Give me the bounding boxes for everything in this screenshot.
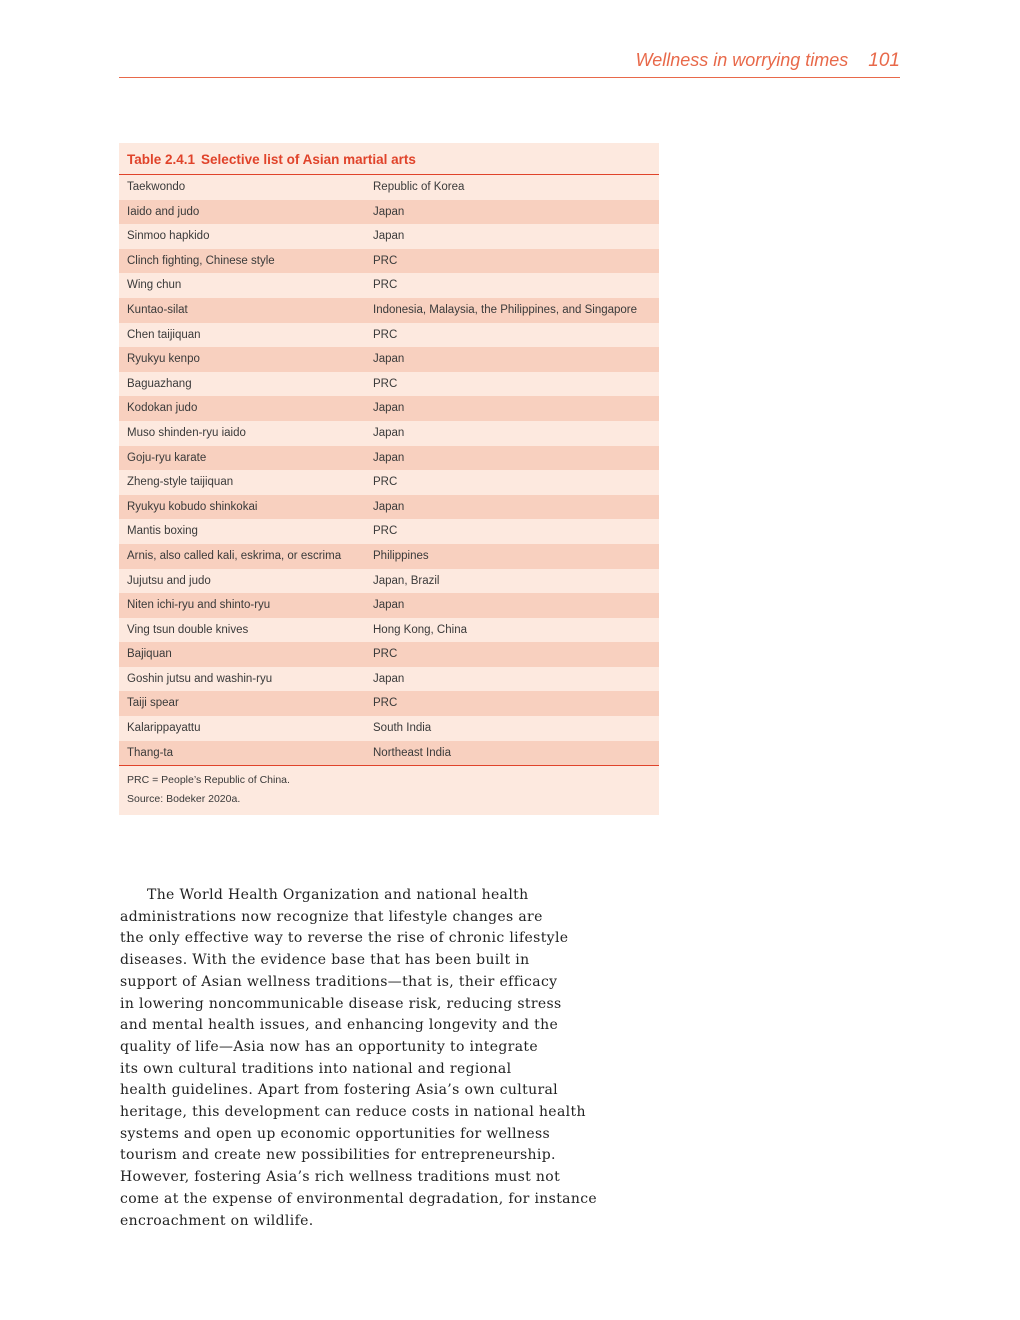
body-line: diseases. With the evidence base that has been built in <box>120 952 530 969</box>
body-line: systems and open up economic opportunities for wellness <box>120 1125 551 1142</box>
table-row <box>119 470 659 495</box>
martial-art-name: Jujutsu and judo <box>127 574 211 587</box>
body-line: the only effective way to reverse the rise of chronic lifestyle <box>120 930 569 947</box>
martial-art-name: Mantis boxing <box>127 525 198 538</box>
table-row <box>119 544 659 569</box>
table-row <box>119 593 659 618</box>
martial-art-origin: Japan <box>373 426 405 439</box>
running-head <box>119 50 900 78</box>
martial-art-name: Taiji spear <box>127 697 179 710</box>
martial-art-name: Baguazhang <box>127 377 192 390</box>
table-source: Source: Bodeker 2020a. <box>127 793 241 806</box>
martial-art-origin: PRC <box>373 377 398 390</box>
martial-art-name: Ryukyu kobudo shinkokai <box>127 500 258 513</box>
table-title: Selective list of Asian martial arts <box>201 152 416 167</box>
table-row <box>119 372 659 397</box>
martial-art-name: Sinmoo hapkido <box>127 230 210 243</box>
martial-art-name: Arnis, also called kali, eskrima, or escrima <box>127 549 342 562</box>
table-row <box>119 741 659 766</box>
martial-art-origin: South India <box>373 722 432 735</box>
martial-art-name: Ryukyu kenpo <box>127 353 200 366</box>
martial-art-origin: PRC <box>373 648 398 661</box>
body-line: encroachment on wildlife. <box>120 1212 314 1229</box>
table-row <box>119 667 659 692</box>
table-note: PRC = People’s Republic of China. <box>127 774 290 787</box>
martial-art-name: Zheng-style taijiquan <box>127 476 234 489</box>
martial-art-origin: Japan, Brazil <box>373 574 440 587</box>
body-line: support of Asian wellness traditions—that is, their efficacy <box>120 973 558 990</box>
table-row <box>119 716 659 741</box>
martial-art-origin: PRC <box>373 476 398 489</box>
martial-art-origin: Philippines <box>373 549 429 562</box>
martial-art-origin: Japan <box>373 599 405 612</box>
martial-art-origin: Indonesia, Malaysia, the Philippines, and Singapore <box>373 303 638 316</box>
martial-art-name: Iaido and judo <box>127 205 200 218</box>
martial-art-origin: Northeast India <box>373 746 451 759</box>
martial-art-name: Taekwondo <box>127 181 186 193</box>
table-row <box>119 495 659 520</box>
body-line: heritage, this development can reduce costs in national health <box>120 1104 586 1121</box>
martial-art-origin: Japan <box>373 672 405 685</box>
table-row <box>119 421 659 446</box>
martial-art-origin: PRC <box>373 328 398 341</box>
body-line: The World Health Organization and national health <box>147 887 529 903</box>
table-row <box>119 200 659 225</box>
martial-art-origin: PRC <box>373 525 398 538</box>
table-body <box>119 175 659 765</box>
body-line: in lowering noncommunicable disease risk, reducing stress <box>120 995 562 1012</box>
body-line: However, fostering Asia’s rich wellness traditions must not <box>120 1169 561 1186</box>
body-paragraph <box>120 885 600 1232</box>
martial-art-name: Kodokan judo <box>127 402 198 415</box>
martial-art-origin: Republic of Korea <box>373 181 465 193</box>
martial-art-origin: Japan <box>373 205 405 218</box>
martial-art-name: Bajiquan <box>127 648 172 661</box>
martial-art-origin: Japan <box>373 230 405 243</box>
body-line: quality of life—Asia now has an opportunity to integrate <box>120 1038 539 1055</box>
table-row <box>119 273 659 298</box>
table-row <box>119 396 659 421</box>
table-row <box>119 569 659 594</box>
table-row <box>119 519 659 544</box>
table-row <box>119 298 659 323</box>
table-row <box>119 249 659 274</box>
martial-arts-table <box>119 143 659 815</box>
martial-art-name: Goshin jutsu and washin-ryu <box>127 672 273 685</box>
martial-art-name: Kuntao-silat <box>127 303 188 316</box>
body-line: and mental health issues, and enhancing longevity and the <box>120 1017 559 1034</box>
table-row <box>119 446 659 471</box>
martial-art-origin: Japan <box>373 500 405 513</box>
martial-art-origin: Japan <box>373 353 405 366</box>
martial-art-name: Goju-ryu karate <box>127 451 207 464</box>
table-caption <box>119 143 659 175</box>
body-line: administrations now recognize that lifestyle changes are <box>120 908 543 925</box>
martial-art-name: Niten ichi-ryu and shinto-ryu <box>127 599 271 612</box>
martial-art-name: Thang-ta <box>127 746 174 759</box>
table-notes <box>119 765 659 815</box>
body-line: its own cultural traditions into national and regional <box>120 1060 512 1077</box>
martial-art-name: Kalarippayattu <box>127 722 201 735</box>
body-line: health guidelines. Apart from fostering Asia’s own cultural <box>120 1082 559 1099</box>
martial-art-origin: Hong Kong, China <box>373 623 467 636</box>
body-line: tourism and create new possibilities for entrepreneurship. <box>120 1147 556 1164</box>
table-row <box>119 347 659 372</box>
body-line: come at the expense of environmental degradation, for instance <box>120 1190 598 1207</box>
martial-art-origin: PRC <box>373 697 398 710</box>
table-row <box>119 691 659 716</box>
table-row <box>119 175 659 200</box>
martial-art-name: Wing chun <box>127 279 182 292</box>
table-row <box>119 618 659 643</box>
page-number: 101 <box>868 50 900 71</box>
martial-art-name: Chen taijiquan <box>127 328 201 341</box>
martial-art-origin: Japan <box>373 451 405 464</box>
table-row <box>119 642 659 667</box>
table-row <box>119 323 659 348</box>
table-row <box>119 224 659 249</box>
martial-art-name: Muso shinden-ryu iaido <box>127 426 246 439</box>
running-head-title: Wellness in worrying times <box>635 50 849 70</box>
martial-art-origin: PRC <box>373 279 398 292</box>
table-label: Table 2.4.1 <box>127 152 196 167</box>
martial-art-origin: PRC <box>373 254 398 267</box>
martial-art-name: Ving tsun double knives <box>127 623 249 636</box>
martial-art-name: Clinch fighting, Chinese style <box>127 254 275 267</box>
martial-art-origin: Japan <box>373 402 405 415</box>
